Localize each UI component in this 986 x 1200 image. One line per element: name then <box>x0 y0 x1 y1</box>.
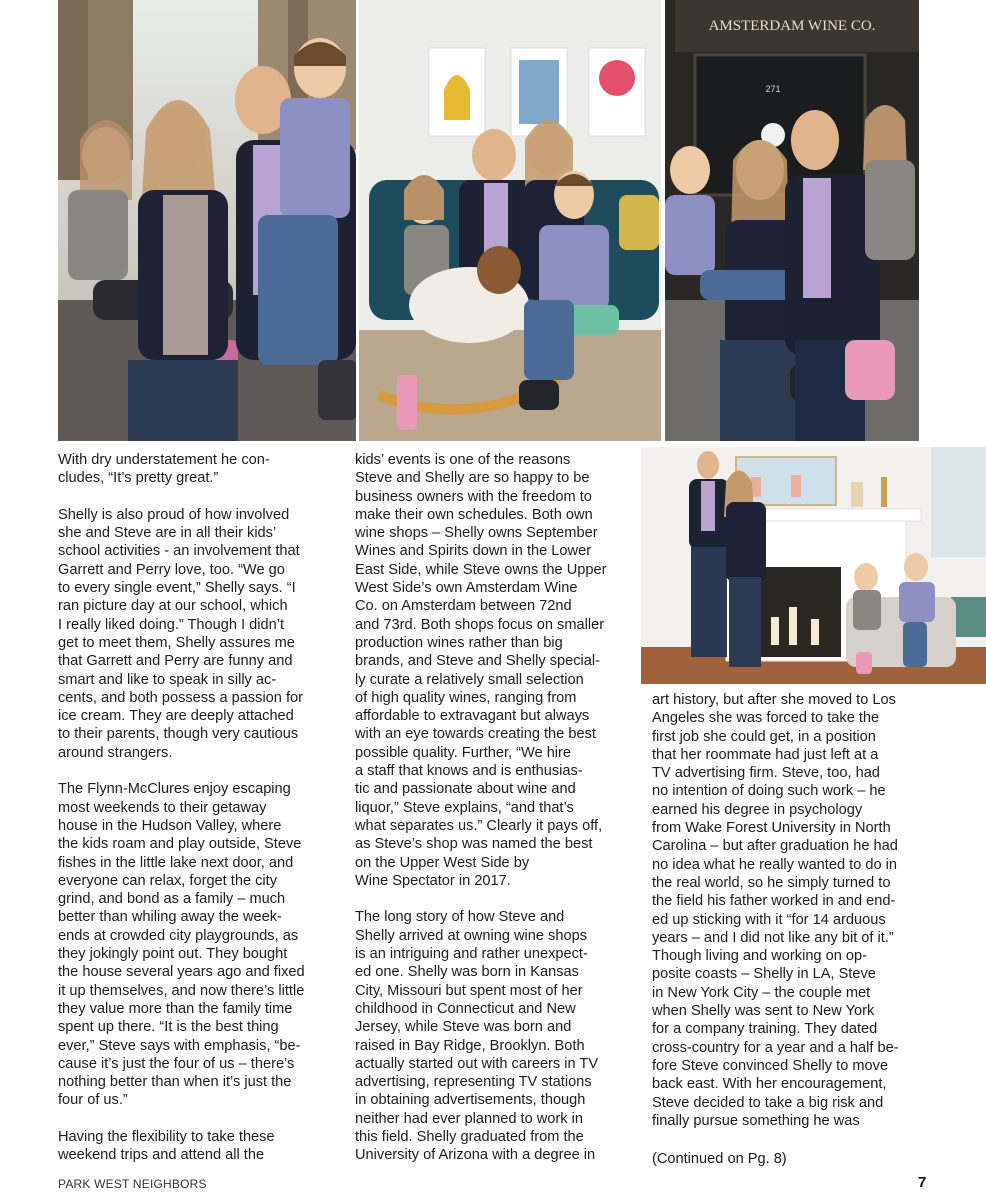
text-line: Steve decided to take a big risk and <box>652 1094 884 1111</box>
text-line: in obtaining advertisements, though <box>355 1092 586 1109</box>
text-line: four of us.” <box>58 1092 128 1109</box>
text-line: it up themselves, and now there’s little <box>58 982 305 999</box>
text-line: no intention of doing such work – he <box>652 783 886 800</box>
door-number-text: 271 <box>765 84 781 94</box>
photo-family-street-image <box>58 0 356 441</box>
text-line: Having the flexibility to take these <box>58 1128 275 1145</box>
text-line: ever,” Steve says with emphasis, “be- <box>58 1037 301 1054</box>
text-line: the real world, so he simply turned to <box>652 874 891 891</box>
text-line: ly curate a relatively small selection <box>355 671 584 688</box>
text-line: as Steve’s shop was named the best <box>355 836 593 853</box>
text-line: cause it’s just the four of us – there’s <box>58 1055 295 1072</box>
paragraph <box>58 451 328 488</box>
photo-family-wine-shop-image <box>665 0 919 441</box>
text-line: I really liked doing.” Though I didn’t <box>58 616 285 633</box>
text-line: ed up sticking with it “for 14 arduous <box>652 911 886 928</box>
text-line: ran picture day at our school, which <box>58 598 288 615</box>
paragraph <box>58 506 328 762</box>
text-line: spent up there. “It is the best thing <box>58 1019 279 1036</box>
text-line: Wine Spectator in 2017. <box>355 872 511 889</box>
text-line: and 73rd. Both shops focus on smaller <box>355 616 605 633</box>
article-column-1 <box>58 451 328 1183</box>
text-line: to every single event,” Shelly says. “I <box>58 580 296 597</box>
text-line: Carolina – but after graduation he had <box>652 838 898 855</box>
text-line: finally pursue something he was <box>652 1112 860 1129</box>
text-line: a staff that knows and is enthusias- <box>355 763 583 780</box>
text-line: Though living and working on op- <box>652 948 867 965</box>
text-line: with an eye towards creating the best <box>355 726 596 743</box>
text-line: business owners with the freedom to <box>355 488 592 505</box>
text-line: years – and I did not like any bit of it.” <box>652 929 894 946</box>
text-line: they jokingly point out. They bought <box>58 946 288 963</box>
text-line: ice cream. They are deeply attached <box>58 708 294 725</box>
text-line: better than whiling away the week- <box>58 909 282 926</box>
text-line: the house several years ago and fixed <box>58 964 305 981</box>
text-line: cludes, “It’s pretty great.” <box>58 470 219 487</box>
text-line: neither had ever planned to work in <box>355 1110 583 1127</box>
text-line: actually started out with careers in TV <box>355 1055 599 1072</box>
text-line: they value more than the family time <box>58 1000 293 1017</box>
paragraph <box>58 1128 328 1165</box>
text-line: the kids roam and play outside, Steve <box>58 836 302 853</box>
text-line: Angeles she was forced to take the <box>652 710 880 727</box>
text-line: around strangers. <box>58 744 173 761</box>
text-line: most weekends to their getaway <box>58 799 267 816</box>
paragraph <box>355 908 625 1164</box>
text-line: this field. Shelly graduated from the <box>355 1128 584 1145</box>
paragraph <box>355 451 625 890</box>
text-line: East Side, while Steve owns the Upper <box>355 561 607 578</box>
text-line: brands, and Steve and Shelly special- <box>355 653 601 670</box>
photo-family-wine-shop <box>665 0 919 441</box>
text-line: childhood in Connecticut and New <box>355 1000 576 1017</box>
text-line: make their own schedules. Both own <box>355 506 593 523</box>
text-line: West Side’s own Amsterdam Wine <box>355 580 578 597</box>
text-line: The Flynn-McClures enjoy escaping <box>58 781 291 798</box>
text-line: kids’ events is one of the reasons <box>355 452 571 468</box>
text-line: first job she could get, in a position <box>652 728 876 745</box>
text-line: tic and passionate about wine and <box>355 781 576 798</box>
shop-sign-text: AMSTERDAM WINE CO. <box>708 18 876 34</box>
article-column-3 <box>652 691 922 1148</box>
continued-note: (Continued on Pg. 8) <box>652 1151 787 1167</box>
text-line: nothing better than when it’s just the <box>58 1074 292 1091</box>
text-line: no idea what he really wanted to do in <box>652 856 898 873</box>
text-line: fore Steve convinced Shelly to move <box>652 1057 889 1074</box>
text-line: she and Steve are in all their kids’ <box>58 525 277 542</box>
text-line: liquor,” Steve explains, “and that’s <box>355 799 574 816</box>
text-line: advertising, representing TV stations <box>355 1074 592 1091</box>
text-line: Co. on Amsterdam between 72nd <box>355 598 572 615</box>
text-line: possible quality. Further, “We hire <box>355 744 572 761</box>
text-line: affordable to extravagant but always <box>355 708 590 725</box>
text-line: what separates us.” Clearly it pays off, <box>355 817 603 834</box>
text-line: art history, but after she moved to Los <box>652 692 896 708</box>
text-line: in New York City – the couple met <box>652 984 871 1001</box>
photo-family-fireplace-image <box>641 447 986 684</box>
text-line: back east. With her encouragement, <box>652 1076 887 1093</box>
text-line: that her roommate had just left at a <box>652 746 879 763</box>
text-line: the field his father worked in and end- <box>652 893 896 910</box>
text-line: With dry understatement he con- <box>58 452 270 468</box>
text-line: Garrett and Perry love, too. “We go <box>58 561 285 578</box>
text-line: Steve and Shelly are so happy to be <box>355 470 590 487</box>
text-line: Wines and Spirits down in the Lower <box>355 543 592 560</box>
text-line: smart and like to speak in silly ac- <box>58 671 277 688</box>
paragraph <box>58 780 328 1109</box>
text-line: ends at crowded city playgrounds, as <box>58 927 299 944</box>
text-line: University of Arizona with a degree in <box>355 1147 596 1164</box>
text-line: when Shelly was sent to New York <box>652 1003 875 1020</box>
photo-family-couch <box>359 0 661 441</box>
text-line: that Garrett and Perry are funny and <box>58 653 293 670</box>
text-line: weekend trips and attend all the <box>58 1147 265 1164</box>
text-line: of high quality wines, ranging from <box>355 689 577 706</box>
text-line: earned his degree in psychology <box>652 801 863 818</box>
text-line: is an intriguing and rather unexpect- <box>355 946 588 963</box>
text-line: cents, and both possess a passion for <box>58 689 304 706</box>
text-line: City, Missouri but spent most of her <box>355 982 583 999</box>
photo-family-fireplace <box>641 447 986 684</box>
text-line: Shelly arrived at owning wine shops <box>355 927 588 944</box>
text-line: from Wake Forest University in North <box>652 820 891 837</box>
text-line: fishes in the little lake next door, and <box>58 854 294 871</box>
text-line: on the Upper West Side by <box>355 854 530 871</box>
text-line: wine shops – Shelly owns September <box>355 525 598 542</box>
text-line: The long story of how Steve and <box>355 909 565 926</box>
page-number: 7 <box>918 1174 927 1191</box>
text-line: house in the Hudson Valley, where <box>58 817 282 834</box>
publication-name: PARK WEST NEIGHBORS <box>58 1177 207 1191</box>
photo-family-couch-image <box>359 0 661 441</box>
text-line: posite coasts – Shelly in LA, Steve <box>652 966 876 983</box>
text-line: for a company training. They dated <box>652 1021 878 1038</box>
text-line: school activities - an involvement that <box>58 543 300 560</box>
photo-family-street <box>58 0 356 441</box>
text-line: Shelly is also proud of how involved <box>58 506 290 523</box>
text-line: TV advertising firm. Steve, too, had <box>652 765 880 782</box>
text-line: cross-country for a year and a half be- <box>652 1039 899 1056</box>
text-line: everyone can relax, forget the city <box>58 872 278 889</box>
text-line: to their parents, though very cautious <box>58 726 299 743</box>
text-line: get to meet them, Shelly assures me <box>58 634 295 651</box>
paragraph <box>652 691 922 1130</box>
text-line: Jersey, while Steve was born and <box>355 1019 572 1036</box>
text-line: grind, and bond as a family – much <box>58 891 286 908</box>
article-column-2 <box>355 451 625 1183</box>
text-line: production wines rather than big <box>355 634 563 651</box>
text-line: raised in Bay Ridge, Brooklyn. Both <box>355 1037 585 1054</box>
text-line: ed one. Shelly was born in Kansas <box>355 964 579 981</box>
